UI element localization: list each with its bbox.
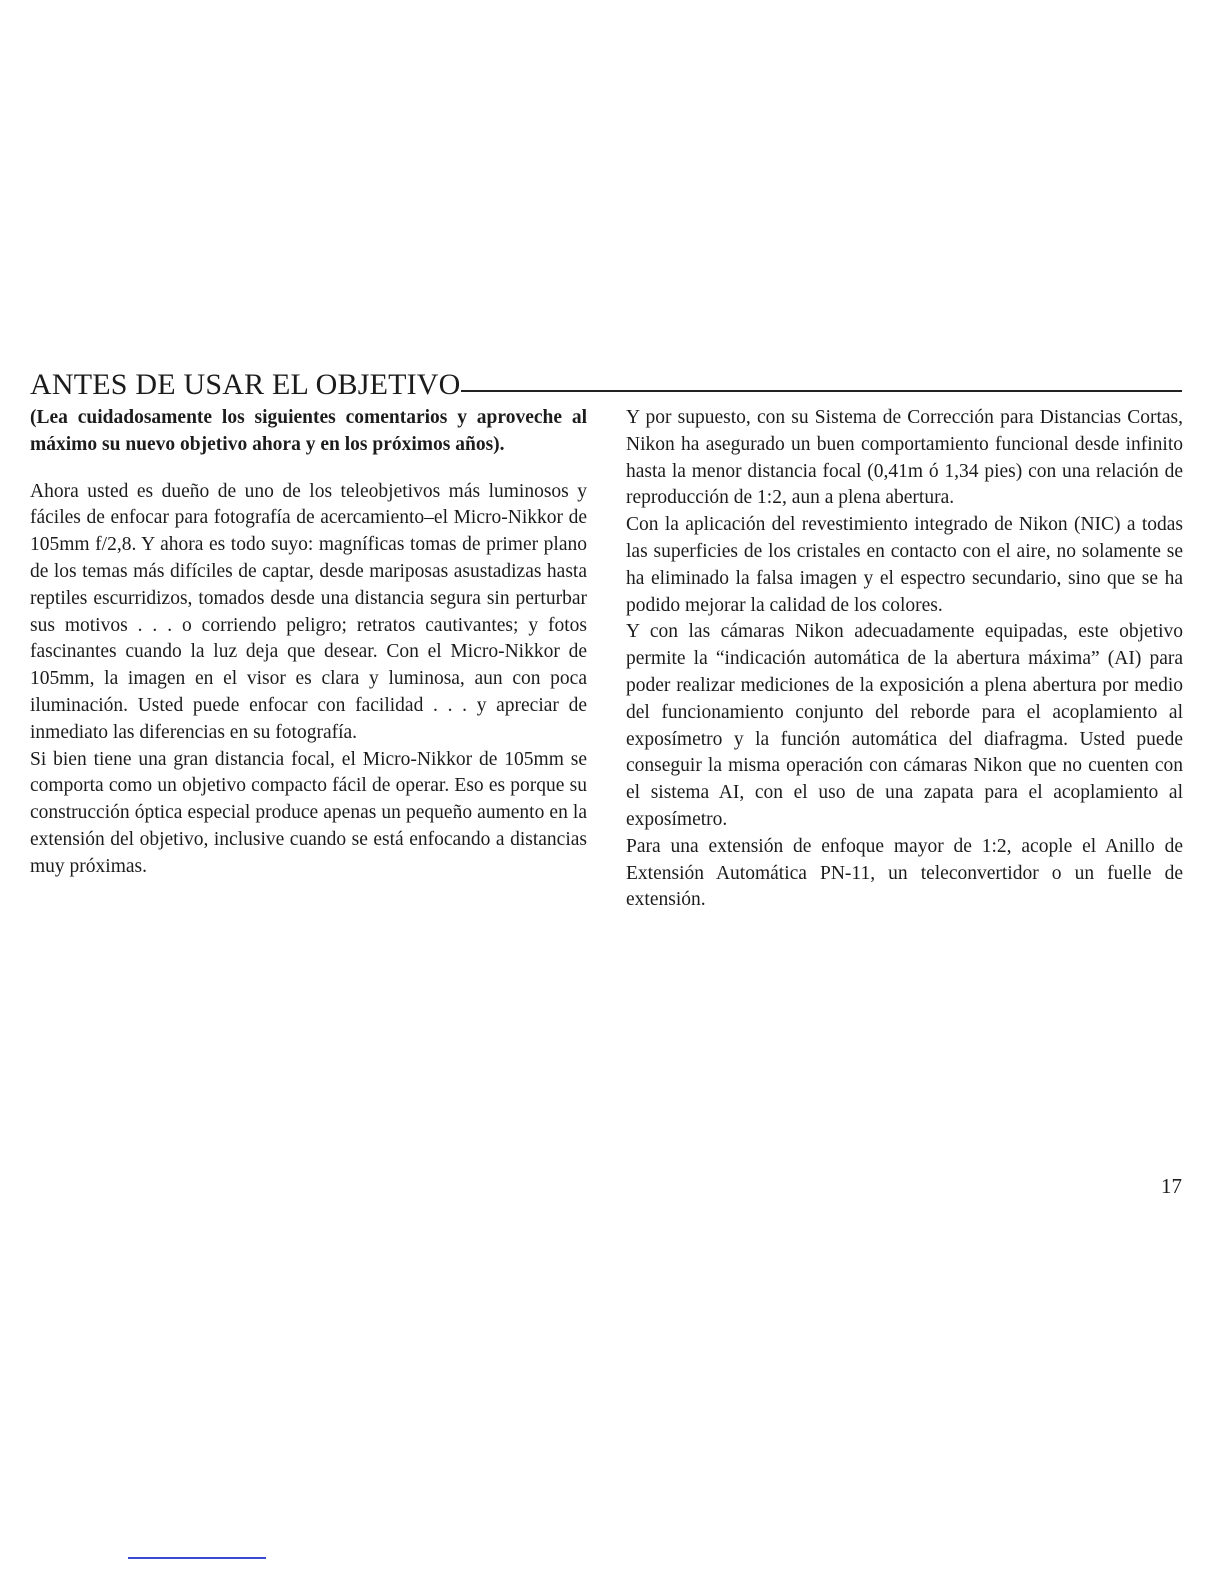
page-number: 17 [1161, 1174, 1182, 1198]
body-paragraph: Ahora usted es dueño de uno de los teleobjetivos más luminosos y fáciles de enfocar para fotografía de acercamiento–el Micro-Nikkor de 105mm f/2,8. Y ahora es todo suyo: magníficas tomas de primer plano de los temas más difíciles de captar, desde mariposas asustadizas hasta reptiles escurridizos, tomados desde una distancia segura sin perturbar sus motivos . . . o corriendo peligro; retratos cautivantes; y fotos fascinantes cuando la luz deja que desear. Con el Micro-Nikkor de 105mm, la imagen en el visor es clara y luminosa, aun con poca iluminación. Usted puede enfocar con facilidad . . . y apreciar de inmediato las diferencias en su fotografía. [30, 480, 587, 743]
body-paragraph: Y por supuesto, con su Sistema de Corrección para Distancias Cortas, Nikon ha asegurado un buen comportamiento funcional desde infinito hasta la menor distancia focal (0,41m ó 1,34 pies) con una relación de reproducción de 1:2, aun a plena abertura. [626, 407, 1183, 509]
body-paragraph: Si bien tiene una gran distancia focal, el Micro-Nikkor de 105mm se comporta como un objetivo compacto fácil de operar. Eso es porque su construcción óptica especial produce apenas un pequeño aumento en la extensión del objetivo, inclusive cuando se está enfocando a distancias muy próximas. [30, 748, 587, 877]
body-paragraph: Y con las cámaras Nikon adecuadamente equipadas, este objetivo permite la “indicación automática de la abertura máxima” (AI) para poder realizar mediciones de la exposición a plena abertura por medio del funcionamiento conjunto del reborde para el acoplamiento al exposímetro y la función automática del diafragma. Usted puede conseguir la misma operación con cámaras Nikon que no cuenten con el sistema AI, con el uso de una zapata para el acoplamiento al exposímetro. [626, 621, 1183, 830]
footer-rule [128, 1557, 266, 1559]
title-rule [461, 390, 1182, 392]
body-paragraph: Con la aplicación del revestimiento integrado de Nikon (NIC) a todas las superficies de los cristales en contacto con el aire, no solamente se ha eliminado la falsa imagen y el espectro secundario, sino que se ha podido mejorar la calidad de los colores. [626, 514, 1183, 616]
section-title: ANTES DE USAR EL OBJETIVO [30, 368, 461, 401]
left-column [30, 405, 587, 881]
intro-note: (Lea cuidadosamente los siguientes comentarios y aproveche al máximo su nuevo objetivo ahora y en los próximos años). [30, 407, 587, 455]
body-paragraph: Para una extensión de enfoque mayor de 1:2, acople el Anillo de Extensión Automática PN-11, un teleconvertidor o un fuelle de extensión. [626, 835, 1183, 911]
section-header [30, 360, 1182, 402]
right-column [626, 405, 1183, 914]
